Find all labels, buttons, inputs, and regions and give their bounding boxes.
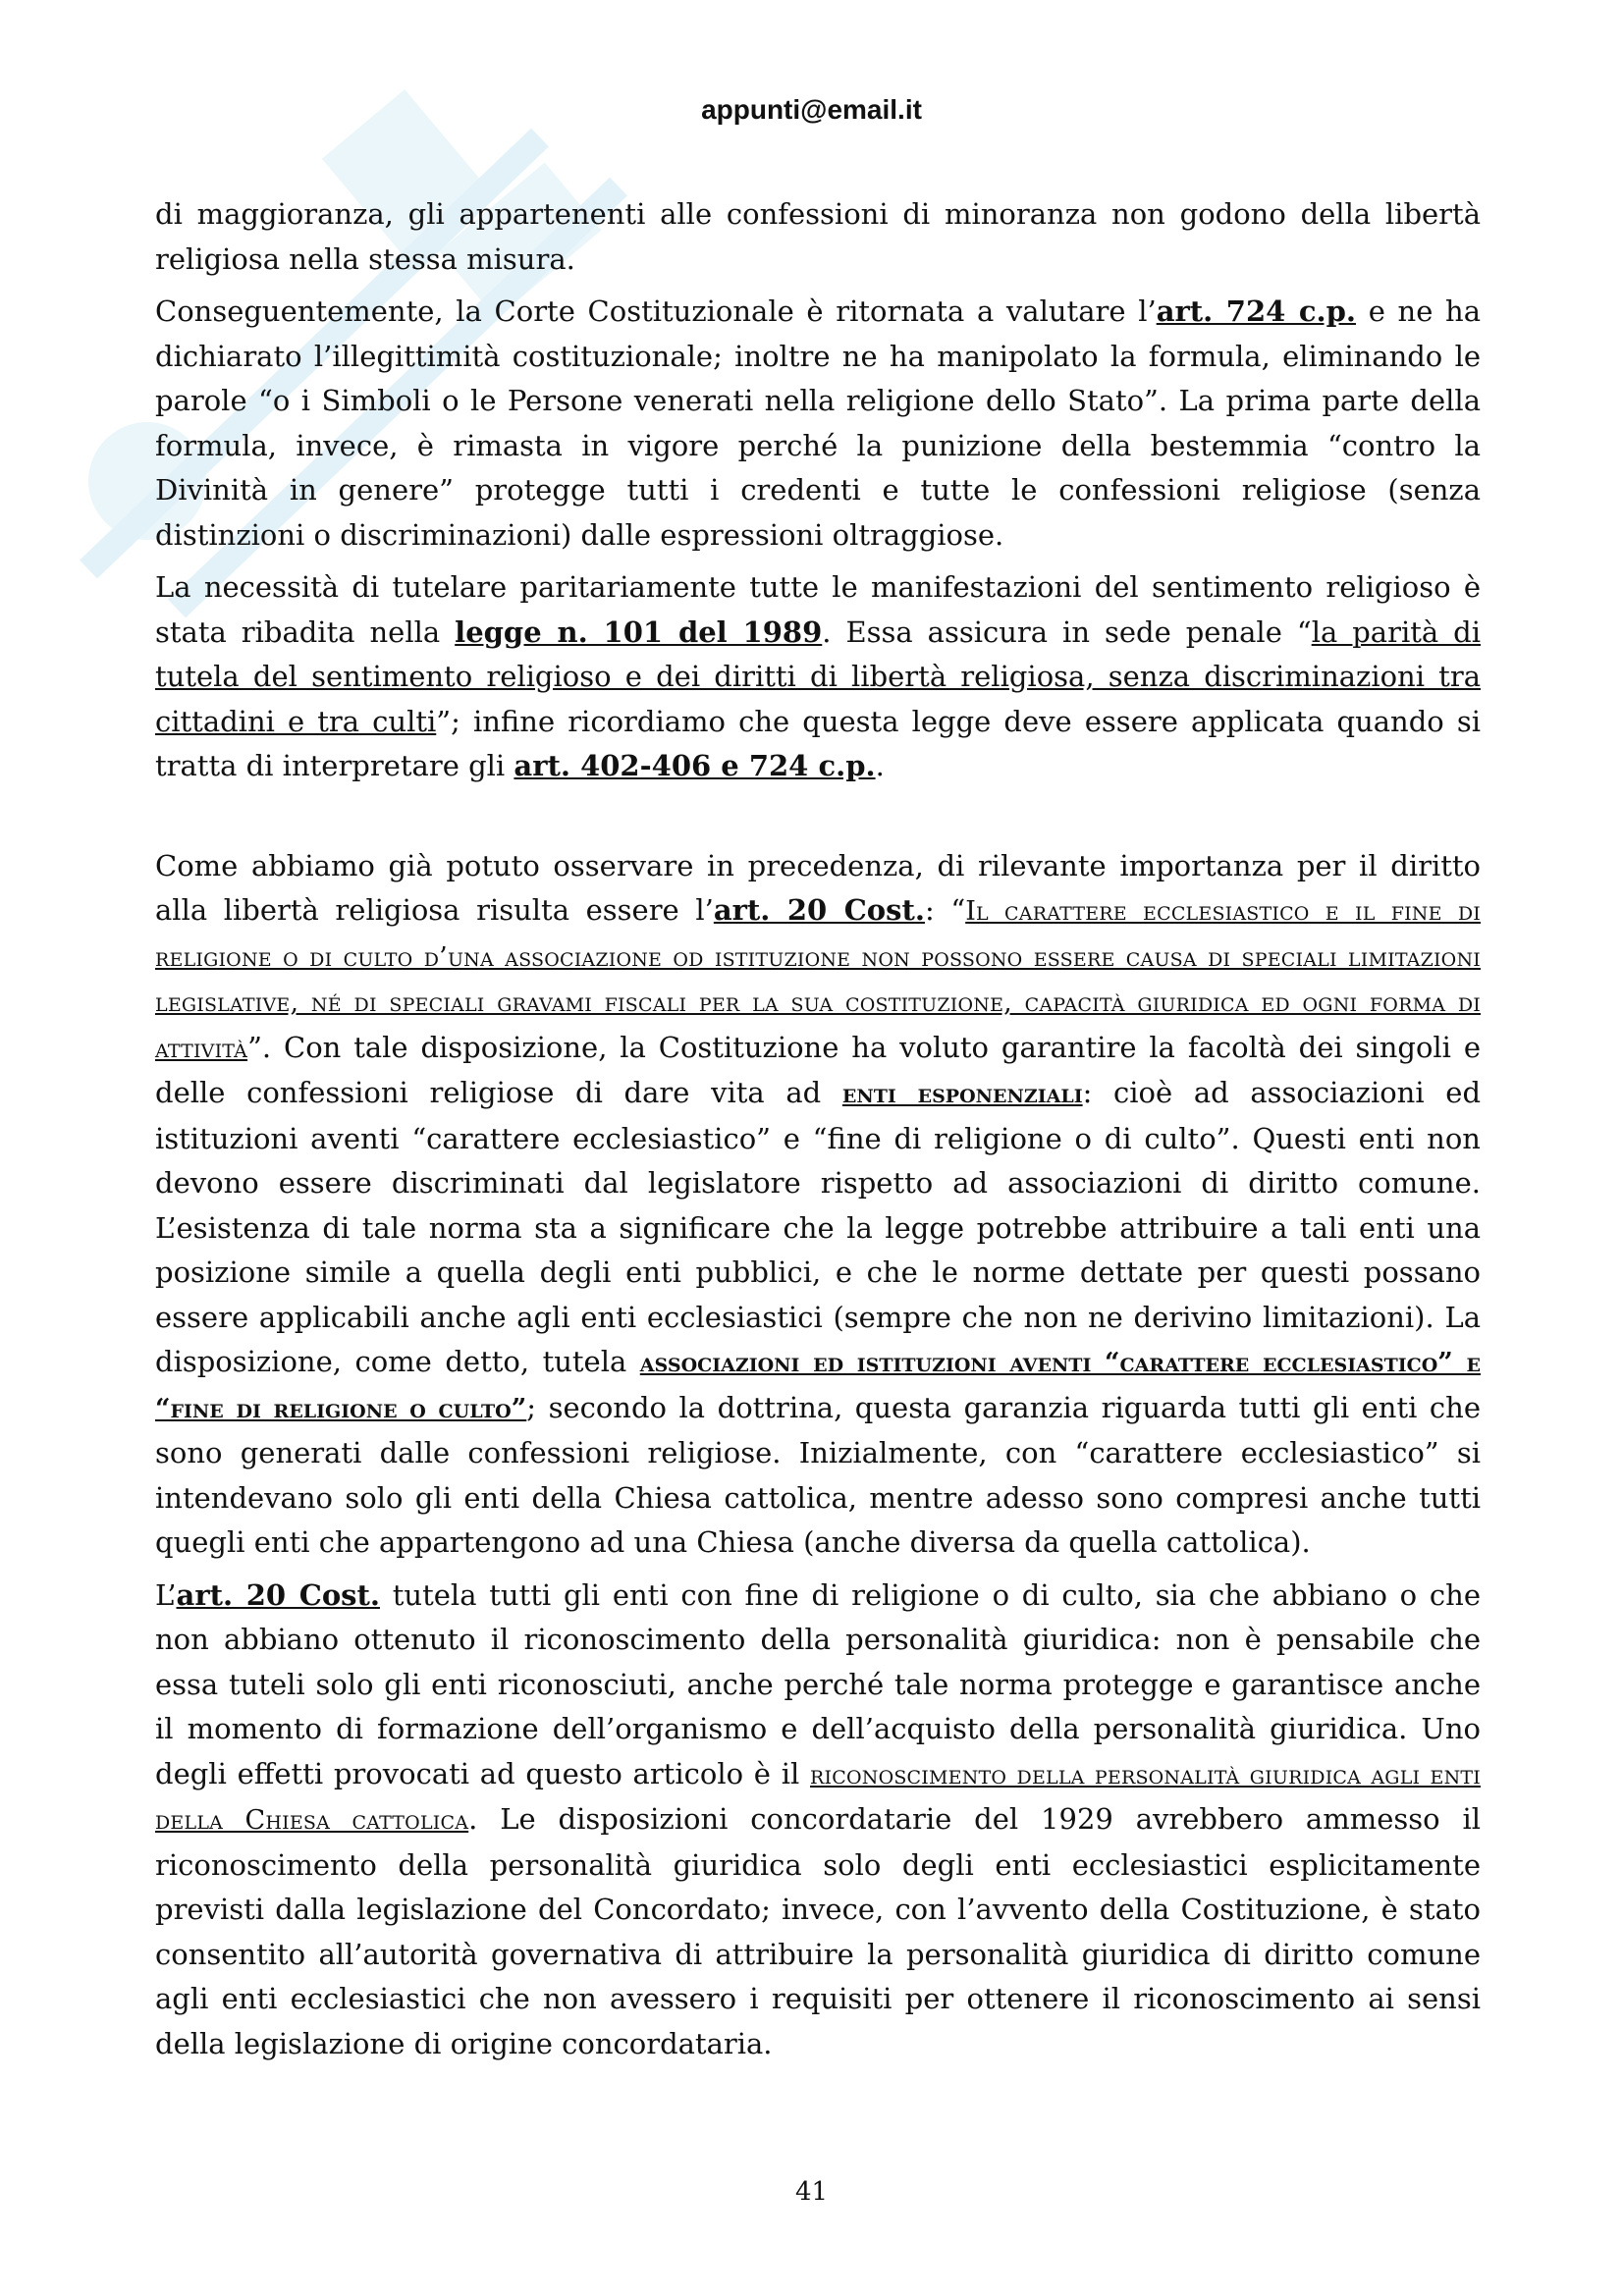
key-term: associazioni ed istituzioni aventi “carattere ecclesiastico” e “fine di religione o culto”	[155, 1348, 1481, 1424]
constitution-quote: Il carattere ecclesiastico e il fine di religione o di culto d’una associazione od istituzione non possono essere causa di speciali limitazioni legislative, né di speciali gravami fiscali per la sua costituzione, capacità giuridica ed ogni forma di attività	[155, 896, 1481, 1064]
paragraph-text: ; secondo la dottrina, questa garanzia riguarda tutti gli enti che sono generati dalle confessioni religiose. Inizialmente, con “carattere ecclesiastico” si intendevano solo gli enti della Chiesa cattolica, mentre adesso sono compresi anche tutti quegli enti che appartengono ad una Chiesa (anche diversa da quella cattolica).	[155, 1390, 1481, 1559]
paragraph-text: ”; infine ricordiamo che questa legge deve essere applicata quando si tratta di interpretare gli	[155, 704, 1481, 782]
law-reference: art. 20 Cost.	[713, 893, 925, 927]
paragraph-1	[155, 192, 1481, 282]
page-number: 41	[794, 2177, 829, 2207]
paragraph-5	[155, 1574, 1481, 2067]
law-reference: art. 20 Cost.	[176, 1577, 380, 1612]
paragraph-text: L’	[155, 1577, 177, 1612]
paragraph-text: . Le disposizioni concordatarie del 1929 avrebbero ammesso il riconoscimento della personalità giuridica solo degli enti ecclesiastici esplicitamente previsti dalla legislazione del Concordato; invece, con l’avvento della Costituzione, è stato consentito all’autorità governativa di attribuire la personalità giuridica di diritto comune agli enti ecclesiastici che non avessero i requisiti per ottenere il riconoscimento ai sensi della legislazione di origine concordataria.	[155, 1802, 1481, 2060]
paragraph-text: .	[875, 749, 885, 782]
paragraph-text: Come abbiamo già potuto osservare in precedenza, di rilevante importanza per il diritto alla libertà religiosa risulta essere l’	[155, 848, 1481, 927]
document-body	[155, 192, 1481, 2074]
paragraph-2	[155, 290, 1481, 558]
paragraph-3	[155, 565, 1481, 789]
paragraph-text: Conseguentemente, la Corte Costituzionale è ritornata a valutare l’	[155, 294, 1157, 328]
key-term: riconoscimento della personalità giuridica agli enti della Chiesa cattolica	[155, 1759, 1481, 1836]
paragraph-text: di maggioranza, gli appartenenti alle confessioni di minoranza non godono della libertà religiosa nella stessa misura.	[155, 197, 1481, 276]
law-reference: art. 724 c.p.	[1156, 294, 1357, 328]
paragraph-4	[155, 844, 1481, 1566]
paragraph-text: e ne ha dichiarato l’illegittimità costituzionale; inoltre ne ha manipolato la formula, eliminando le parole “o i Simboli o le Persone venerati nella religione dello Stato”. La prima parte della formula, invece, è rimasta in vigore perché la punizione della bestemmia “contro la Divinità in genere” protegge tutti i credenti e tutte le confessioni religiose (senza distinzioni o discriminazioni) dalle espressioni oltraggiose.	[155, 294, 1482, 552]
paragraph-text: : cioè ad associazioni ed istituzioni aventi “carattere ecclesiastico” e “fine di religione o di culto”. Questi enti non devono essere discriminati dal legislatore rispetto ad associazioni di diritto comune. L’esistenza di tale norma sta a significare che la legge potrebbe attribuire a tali enti una posizione simile a quella degli enti pubblici, e che le norme dettate per questi possano essere applicabili anche agli enti ecclesiastici (sempre che non ne derivino limitazioni). La disposizione, come detto, tutela	[155, 1076, 1482, 1378]
law-reference: art. 402-406 e 724 c.p.	[514, 749, 876, 782]
paragraph-text: La necessità di tutelare paritariamente tutte le manifestazioni del sentimento religioso è stata ribadita nella	[155, 570, 1481, 649]
paragraph-text: . Essa assicura in sede penale “	[822, 614, 1312, 649]
paragraph-text: tutela tutti gli enti con fine di religione o di culto, sia che abbiano o che non abbiano ottenuto il riconoscimento della personalità giuridica: non è pensabile che essa tuteli solo gli enti riconosciuti, anche perché tale norma protegge e garantisce anche il momento di formazione dell’organismo e dell’acquisto della personalità giuridica. Uno degli effetti provocati ad questo articolo è il	[155, 1577, 1481, 1790]
paragraph-text: : “	[924, 893, 966, 927]
law-reference: legge n. 101 del 1989	[455, 614, 823, 649]
header-email: appunti@email.it	[701, 94, 922, 125]
key-term: enti esponenziali	[841, 1079, 1083, 1109]
paragraph-text: ”. Con tale disposizione, la Costituzione ha voluto garantire la facoltà dei singoli e delle confessioni religiose di dare vita ad	[155, 1030, 1481, 1109]
underlined-quote: la parità di tutela del sentimento religioso e dei diritti di libertà religiosa, senza discriminazioni tra cittadini e tra culti	[155, 614, 1481, 738]
